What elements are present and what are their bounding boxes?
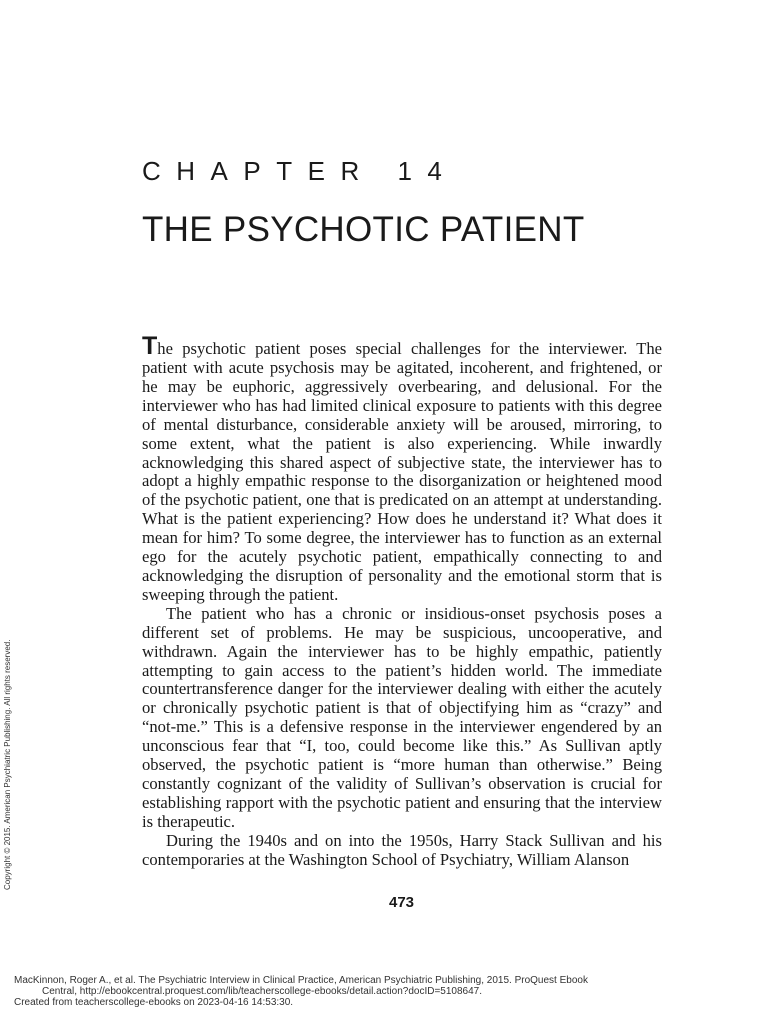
footer-citation bbox=[14, 975, 588, 1008]
page-number: 473 bbox=[388, 894, 415, 911]
side-copyright: Copyright © 2015. American Psychiatric Publishing. All rights reserved. bbox=[3, 639, 12, 890]
drop-cap: T bbox=[142, 332, 158, 360]
paragraph-3: During the 1940s and on into the 1950s, Harry Stack Sullivan and his contemporaries at the Washington School of Psychiatry, William Alanson bbox=[142, 830, 662, 869]
paragraph-2: The patient who has a chronic or insidious-onset psychosis poses a different set of problems. He may be suspicious, uncooperative, and withdrawn. Again the interviewer has to be highly empathic, patiently attempting to gain access to the patient’s hidden world. The immediate countertransference danger for the interviewer dealing with either the acutely or chronically psychotic patient is that of objectifying him as “crazy” and “not-me.” This is a defensive response in the interviewer engendered by an unconscious fear that “I, too, could become like this.” As Sullivan aptly observed, the psychotic patient is “more human than otherwise.” Being constantly cognizant of the validity of Sullivan’s observation is crucial for establishing rapport with the psychotic patient and ensuring that the interview is therapeutic. bbox=[142, 603, 662, 831]
footer-line-3: Created from teacherscollege-ebooks on 2023-04-16 14:53:30. bbox=[14, 997, 294, 1008]
footer-line-1: MacKinnon, Roger A., et al. The Psychiatric Interview in Clinical Practice, American Psychiatric Publishing, 2015. ProQuest Ebook bbox=[14, 975, 588, 986]
body-text bbox=[142, 334, 662, 869]
paragraph-1 bbox=[142, 334, 662, 605]
chapter-label: CHAPTER 14 bbox=[142, 156, 458, 186]
chapter-title: THE PSYCHOTIC PATIENT bbox=[142, 210, 585, 249]
paragraph-1-text: he psychotic patient poses special challenges for the interviewer. The patient with acute psychosis may be agitated, incoherent, and frightened, or he may be euphoric, aggressively overbearing, and delusional. For the interviewer who has had limited clinical exposure to patients with this degree of mental disturbance, considerable anxiety will be aroused, mirroring, to some extent, what the patient is also experiencing. While inwardly acknowledging this shared aspect of subjective state, the interviewer has to adopt a highly empathic response to the disorganization or heightened mood of the psychotic patient, one that is predicated on an attempt at understanding. What is the patient experiencing? How does he understand it? What does it mean for him? To some degree, the interviewer has to function as an external ego for the acutely psychotic patient, empathically connecting to and acknowledging the disruption of personality and the emotional storm that is sweeping through the patient. bbox=[142, 339, 662, 604]
footer-line-2: Central, http://ebookcentral.proquest.com/lib/teacherscollege-ebooks/detail.action?docID=5108647. bbox=[42, 986, 482, 997]
